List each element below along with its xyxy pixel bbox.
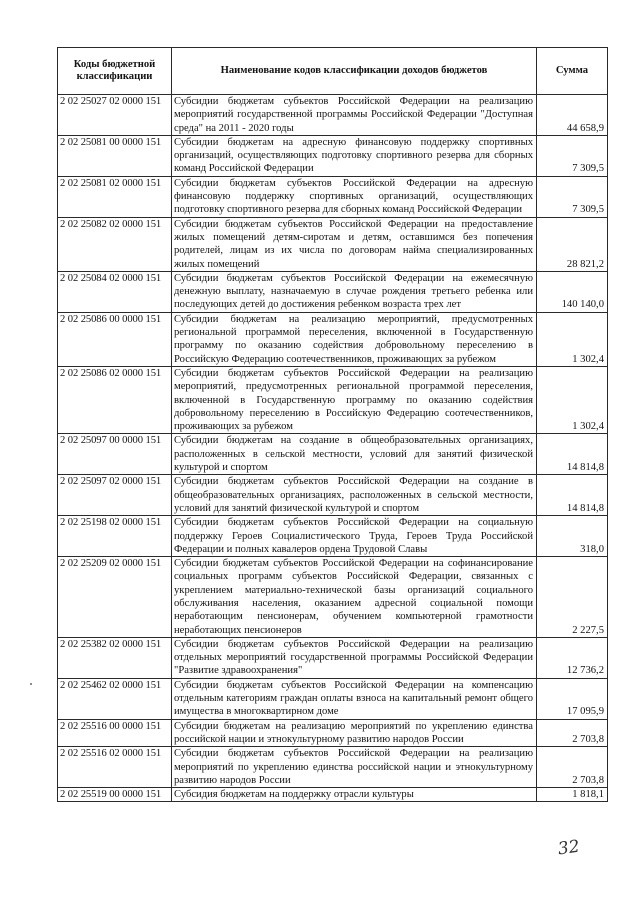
- row-amount: 140 140,0: [537, 271, 608, 312]
- table-row: [58, 312, 608, 366]
- table-row: [58, 217, 608, 271]
- row-code: 2 02 25516 00 0000 151: [58, 719, 172, 747]
- table-row: [58, 95, 608, 136]
- row-amount: 7 309,5: [537, 176, 608, 217]
- row-name: Субсидии бюджетам субъектов Российской Федерации на компенсацию отдельным категориям граждан оплаты взноса на капитальный ремонт общего имущества в многоквартирном доме: [172, 678, 537, 719]
- handwritten-page-number: 32: [556, 836, 581, 860]
- row-code: 2 02 25198 02 0000 151: [58, 516, 172, 557]
- row-amount: 14 814,8: [537, 475, 608, 516]
- row-amount: 1 302,4: [537, 366, 608, 433]
- table-row: [58, 747, 608, 788]
- row-amount: 2 703,8: [537, 747, 608, 788]
- table-row: [58, 434, 608, 475]
- table-row: [58, 366, 608, 433]
- row-name: Субсидии бюджетам на реализацию мероприятий, предусмотренных региональной программой переселения, включенной в Государственную программу по оказанию содействия добровольному переселению в Российскую Федерацию соотечественников, проживающих за рубежом: [172, 312, 537, 366]
- row-name: Субсидии бюджетам субъектов Российской Федерации на адресную финансовую поддержку спортивных организаций, осуществляющих подготовку спортивного резерва для сборных команд Российской Федерации: [172, 176, 537, 217]
- row-amount: 44 658,9: [537, 95, 608, 136]
- row-code: 2 02 25027 02 0000 151: [58, 95, 172, 136]
- table-row: [58, 135, 608, 176]
- table-row: [58, 475, 608, 516]
- row-amount: 17 095,9: [537, 678, 608, 719]
- row-code: 2 02 25209 02 0000 151: [58, 557, 172, 638]
- row-name: Субсидии бюджетам на адресную финансовую поддержку спортивных организаций, осуществляющих подготовку спортивного резерва для сборных команд Российской Федерации: [172, 135, 537, 176]
- table-row: [58, 788, 608, 802]
- table-header: [58, 48, 608, 95]
- row-code: 2 02 25081 02 0000 151: [58, 176, 172, 217]
- table-body: [58, 95, 608, 802]
- header-amount: Сумма: [537, 48, 608, 95]
- row-code: 2 02 25519 00 0000 151: [58, 788, 172, 802]
- table-row: [58, 678, 608, 719]
- row-code: 2 02 25462 02 0000 151: [58, 678, 172, 719]
- scan-speck: [30, 683, 32, 685]
- row-name: Субсидии бюджетам субъектов Российской Федерации на реализацию мероприятий, предусмотренных региональной программой переселения, включенной в Государственную программу по оказанию содействия добровольному переселению в Российскую Федерацию соотечественников, проживающих за рубежом: [172, 366, 537, 433]
- row-code: 2 02 25097 00 0000 151: [58, 434, 172, 475]
- row-name: Субсидии бюджетам субъектов Российской Федерации на софинансирование социальных программ субъектов Российской Федерации, связанных с укреплением материально-технической базы организаций социального обслуживания населения, оказанием адресной социальной помощи неработающим пенсионерам, обучением компьютерной грамотности неработающих пенсионеров: [172, 557, 537, 638]
- row-amount: 318,0: [537, 516, 608, 557]
- row-amount: 7 309,5: [537, 135, 608, 176]
- table-row: [58, 271, 608, 312]
- row-name: Субсидии бюджетам на создание в общеобразовательных организациях, расположенных в сельской местности, условий для занятий физической культурой и спортом: [172, 434, 537, 475]
- table-row: [58, 637, 608, 678]
- row-amount: 1 818,1: [537, 788, 608, 802]
- row-code: 2 02 25081 00 0000 151: [58, 135, 172, 176]
- row-code: 2 02 25097 02 0000 151: [58, 475, 172, 516]
- row-code: 2 02 25084 02 0000 151: [58, 271, 172, 312]
- row-code: 2 02 25086 02 0000 151: [58, 366, 172, 433]
- table-row: [58, 719, 608, 747]
- row-code: 2 02 25082 02 0000 151: [58, 217, 172, 271]
- row-code: 2 02 25086 00 0000 151: [58, 312, 172, 366]
- row-name: Субсидии бюджетам субъектов Российской Федерации на предоставление жилых помещений детям-сиротам и детям, оставшимся без попечения родителей, лицам из их числа по договорам найма специализированных жилых помещений: [172, 217, 537, 271]
- row-amount: 14 814,8: [537, 434, 608, 475]
- row-amount: 2 227,5: [537, 557, 608, 638]
- row-amount: 12 736,2: [537, 637, 608, 678]
- row-code: 2 02 25382 02 0000 151: [58, 637, 172, 678]
- header-budget-code: Коды бюджетной классификации: [58, 48, 172, 95]
- row-name: Субсидии бюджетам субъектов Российской Федерации на создание в общеобразовательных организациях, расположенных в сельской местности, условий для занятий физической культурой и спортом: [172, 475, 537, 516]
- row-name: Субсидии бюджетам субъектов Российской Федерации на ежемесячную денежную выплату, назначаемую в случае рождения третьего ребенка или последующих детей до достижения ребенком возраста трех лет: [172, 271, 537, 312]
- table-header-row: [58, 48, 608, 95]
- row-name: Субсидии бюджетам субъектов Российской Федерации на социальную поддержку Героев Социалистического Труда, Героев Труда Российской Федерации и полных кавалеров ордена Трудовой Славы: [172, 516, 537, 557]
- table-row: [58, 557, 608, 638]
- table-row: [58, 516, 608, 557]
- row-name: Субсидии бюджетам субъектов Российской Федерации на реализацию мероприятий государственной программы Российской Федерации "Доступная среда" на 2011 - 2020 годы: [172, 95, 537, 136]
- row-code: 2 02 25516 02 0000 151: [58, 747, 172, 788]
- row-name: Субсидии бюджетам субъектов Российской Федерации на реализацию отдельных мероприятий государственной программы Российской Федерации "Развитие здравоохранения": [172, 637, 537, 678]
- row-name: Субсидии бюджетам на реализацию мероприятий по укреплению единства российской нации и этнокультурному развитию народов России: [172, 719, 537, 747]
- row-amount: 1 302,4: [537, 312, 608, 366]
- row-amount: 2 703,8: [537, 719, 608, 747]
- header-name: Наименование кодов классификации доходов бюджетов: [172, 48, 537, 95]
- row-name: Субсидия бюджетам на поддержку отрасли культуры: [172, 788, 537, 802]
- table-row: [58, 176, 608, 217]
- row-name: Субсидии бюджетам субъектов Российской Федерации на реализацию мероприятий по укреплению единства российской нации и этнокультурному развитию народов России: [172, 747, 537, 788]
- row-amount: 28 821,2: [537, 217, 608, 271]
- budget-revenue-table: [57, 47, 608, 802]
